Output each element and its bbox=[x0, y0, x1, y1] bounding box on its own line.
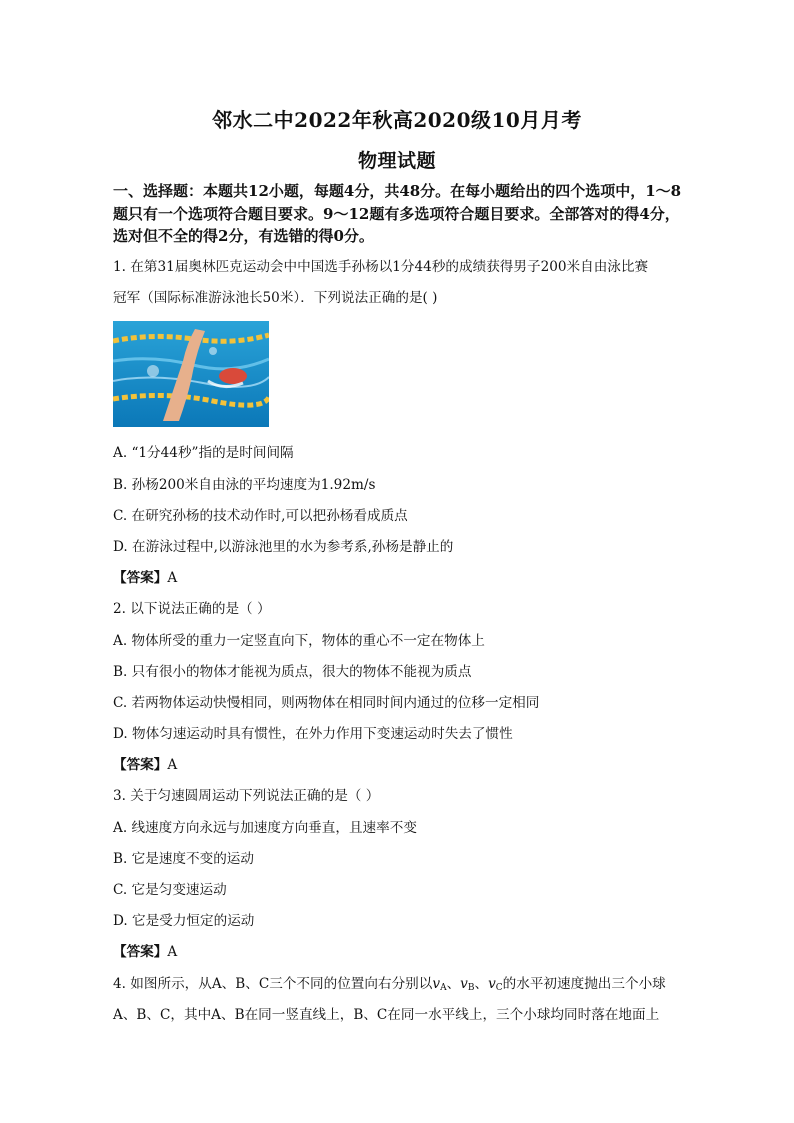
q2-answer bbox=[113, 756, 693, 774]
q4-sub-c: C bbox=[495, 983, 503, 993]
q4-sub-b: B bbox=[467, 983, 475, 993]
q4-stem-line-2: A、B、C，其中A、B在同一竖直线上，B、C在同一水平线上，三个小球均同时落在地面上 bbox=[113, 1007, 660, 1023]
swimmer-photo-svg bbox=[113, 321, 269, 427]
q3-stem: 3. 关于匀速圆周运动下列说法正确的是（ ） bbox=[113, 788, 380, 804]
q4-velocity-b: v bbox=[460, 976, 468, 992]
q4-velocity-a: v bbox=[432, 976, 441, 992]
q1-option-a: A. “1分44秒”指的是时间间隔 bbox=[113, 445, 294, 461]
q4-sep-1: 、 bbox=[446, 976, 461, 992]
q2-answer-value: A bbox=[167, 757, 178, 773]
q3-option-a: A. 线速度方向永远与加速度方向垂直，且速率不变 bbox=[113, 820, 417, 836]
q2-option-a: A. 物体所受的重力一定竖直向下，物体的重心不一定在物体上 bbox=[113, 633, 485, 649]
q4-velocity-c: v bbox=[488, 976, 496, 992]
q4-stem-text-b: 的水平初速度抛出三个小球 bbox=[502, 976, 666, 992]
answer-tag: 【答案】 bbox=[113, 944, 168, 960]
answer-tag: 【答案】 bbox=[113, 570, 168, 586]
q1-option-b: B. 孙杨200米自由泳的平均速度为1.92m/s bbox=[113, 477, 376, 493]
q2-option-d: D. 物体匀速运动时具有惯性，在外力作用下变速运动时失去了惯性 bbox=[113, 726, 513, 742]
q1-answer bbox=[113, 569, 693, 587]
q4-stem-text-a: 4. 如图所示，从A、B、C三个不同的位置向右分别以 bbox=[113, 976, 433, 992]
q2-option-b: B. 只有很小的物体才能视为质点，很大的物体不能视为质点 bbox=[113, 664, 472, 680]
swimmer-photo bbox=[113, 321, 269, 427]
q1-stem-line-1: 1. 在第31届奥林匹克运动会中中国选手孙杨以1分44秒的成绩获得男子200米自由泳比赛 bbox=[113, 259, 649, 275]
q1-option-c: C. 在研究孙杨的技术动作时,可以把孙杨看成质点 bbox=[113, 508, 408, 524]
q1-stem-line-2: 冠军（国际标准游泳池长50米）．下列说法正确的是( ) bbox=[113, 290, 438, 306]
answer-tag: 【答案】 bbox=[113, 757, 168, 773]
q4-stem-line-1 bbox=[113, 975, 693, 997]
q3-option-b: B. 它是速度不变的运动 bbox=[113, 851, 254, 867]
exam-subtitle: 物理试题 bbox=[357, 150, 436, 172]
q3-option-c: C. 它是匀变速运动 bbox=[113, 882, 227, 898]
q2-option-c: C. 若两物体运动快慢相同，则两物体在相同时间内通过的位移一定相同 bbox=[113, 695, 540, 711]
q3-answer bbox=[113, 943, 693, 961]
exam-title: 邻水二中2022年秋高2020级10月月考 bbox=[212, 108, 582, 132]
q2-stem: 2. 以下说法正确的是（ ） bbox=[113, 601, 271, 617]
q3-answer-value: A bbox=[167, 944, 178, 960]
q1-option-d: D. 在游泳过程中,以游泳池里的水为参考系,孙杨是静止的 bbox=[113, 539, 454, 555]
q1-answer-value: A bbox=[167, 570, 178, 586]
q4-sep-2: 、 bbox=[474, 976, 489, 992]
q4-sub-a: A bbox=[440, 983, 447, 993]
section-heading: 一、选择题：本题共12小题，每题4分，共48分。在每小题给出的四个选项中，1～8题只有一个选项符合题目要求。9～12题有多选项符合题目要求。全部答对的得4分，选对但不全的得2分，有选错的得0分。 bbox=[113, 182, 682, 245]
q3-option-d: D. 它是受力恒定的运动 bbox=[113, 913, 255, 929]
